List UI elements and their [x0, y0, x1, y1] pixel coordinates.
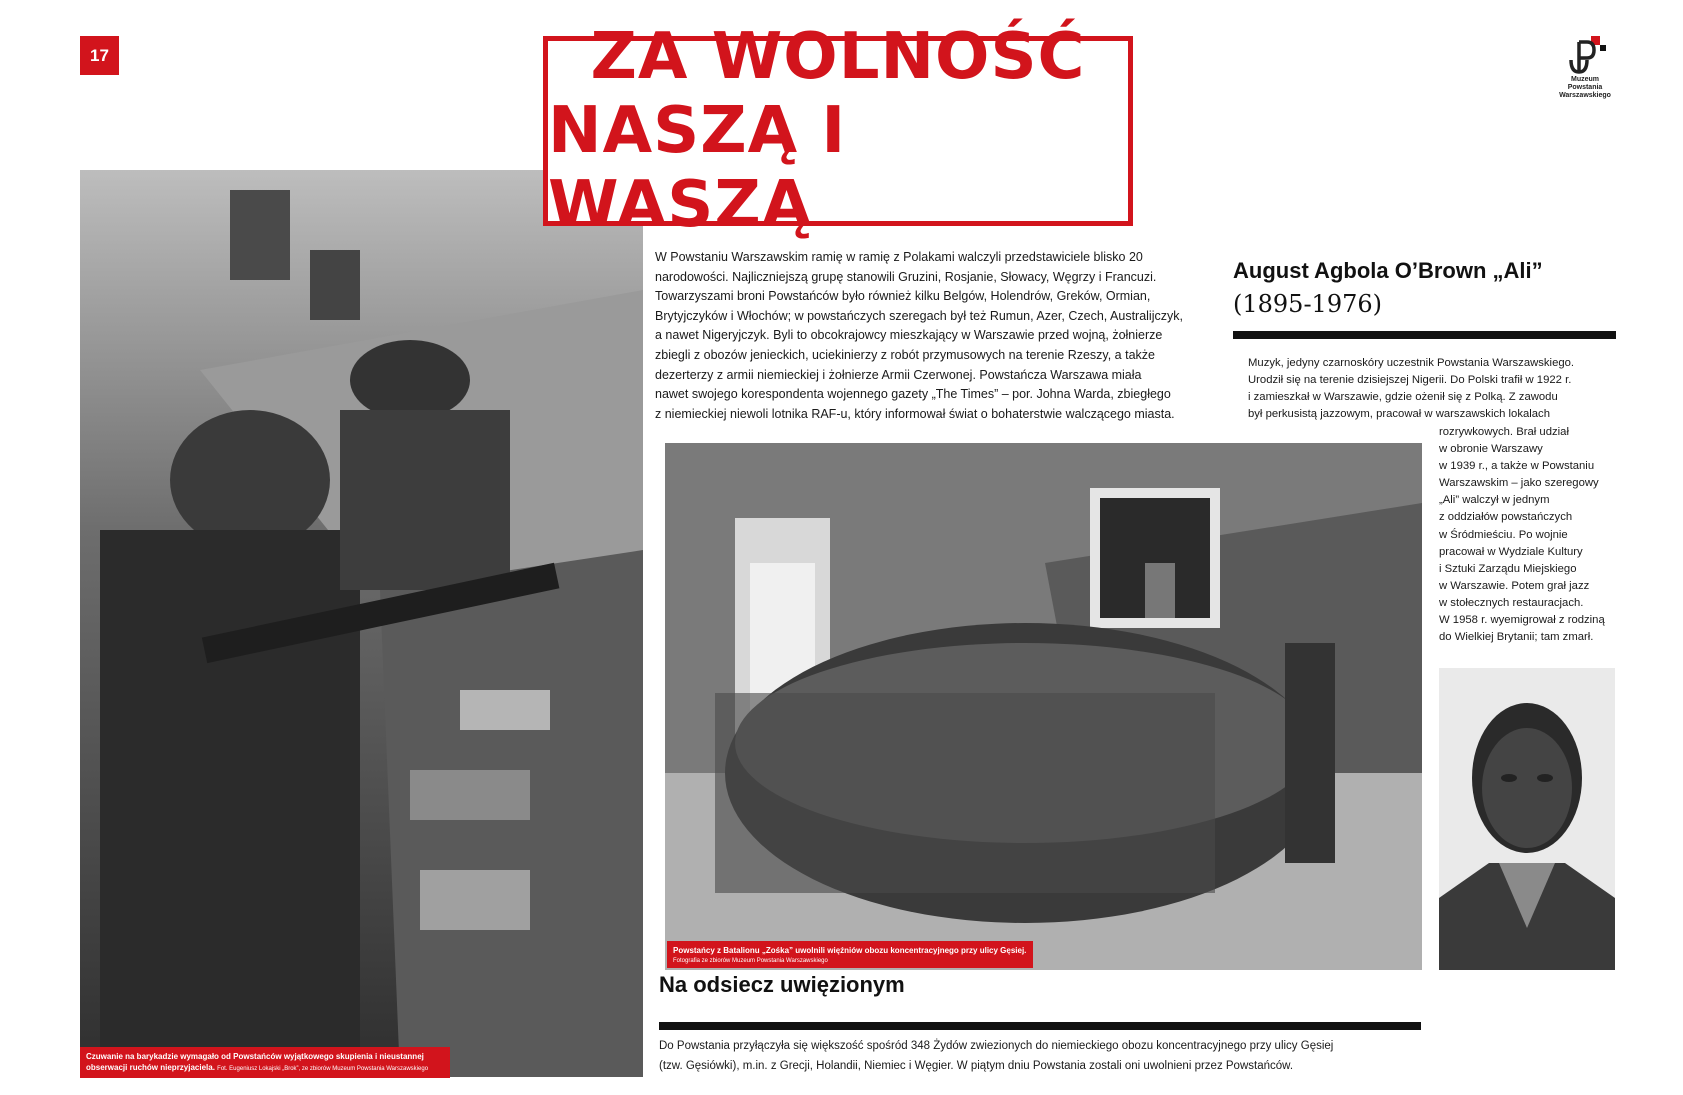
title-line-2: NASZĄ I WASZĄ — [548, 94, 847, 242]
logo-line-3: Warszawskiego — [1559, 92, 1611, 99]
bio-line: w Warszawie. Potem grał jazz — [1439, 579, 1590, 592]
logo-line-2: Powstania — [1567, 84, 1603, 91]
intro-paragraph — [655, 248, 1215, 424]
intro-line: a nawet Nigeryjczyk. Byli to obcokrajowcy mieszkający w Warszawie przed wojną, żołnierze — [655, 328, 1163, 343]
section-paragraph — [659, 1036, 1333, 1076]
intro-line: W Powstaniu Warszawskim ramię w ramię z Polakami walczyli przedstawiciele blisko 20 — [655, 250, 1143, 264]
bio-line: „Ali” walczył w jednym — [1439, 494, 1550, 507]
group-caption-credit: Fotografia ze zbiorów Muzeum Powstania Warszawskiego — [673, 958, 828, 964]
barricade-caption-credit: Fot. Eugeniusz Lokajski „Brok”, ze zbiorów Muzeum Powstania Warszawskiego — [217, 1066, 429, 1072]
bio-line: rozrywkowych. Brał udział — [1439, 426, 1569, 438]
bio-line: i zamieszkał w Warszawie, gdzie ożenił się z Polką. Z zawodu — [1248, 391, 1558, 404]
anchor-kotwica-icon — [1563, 36, 1607, 76]
barricade-caption — [80, 1047, 450, 1078]
bio-line: Warszawskim – jako szeregowy — [1439, 477, 1599, 490]
group-photo — [665, 443, 1422, 970]
bio-line: Muzyk, jedyny czarnoskóry uczestnik Powstania Warszawskiego. — [1248, 357, 1575, 369]
intro-line: nawet swojego korespondenta wojennego gazety „The Times” – por. Johna Warda, zbiegłego — [655, 387, 1171, 402]
bio-line: i Sztuki Zarządu Miejskiego — [1439, 562, 1577, 575]
bio-paragraph-narrow — [1439, 424, 1605, 646]
bio-line: z oddziałów powstańczych — [1439, 511, 1573, 524]
page-title — [543, 20, 1133, 242]
portrait-photo — [1439, 668, 1615, 970]
page-number: 17 — [80, 36, 119, 75]
bio-line: W 1958 r. wyemigrował z rodziną — [1439, 614, 1605, 627]
intro-line: Towarzyszami broni Powstańców było również kilku Belgów, Holendrów, Greków, Ormian, — [655, 289, 1151, 304]
title-line-1: ZA WOLNOŚĆ — [590, 20, 1086, 94]
museum-logo — [1540, 36, 1630, 106]
bio-name: August Agbola O’Brown „Ali” — [1233, 258, 1543, 283]
bio-dates: (1895-1976) — [1233, 290, 1382, 318]
section-title: Na odsiecz uwięzionym — [659, 972, 905, 997]
intro-line: zbiegli z obozów jenieckich, uciekinierzy z robót przymusowych na terenie Rzeszy, a także — [655, 347, 1155, 362]
group-photo-caption — [667, 941, 1033, 968]
bio-line: w 1939 r., a także w Powstaniu — [1439, 460, 1595, 473]
section-line: (tzw. Gęsiówki), m.in. z Grecji, Holandii, Niemiec i Węgier. W piątym dniu Powstania zostali oni uwolnieni przez Powstańców. — [659, 1060, 1294, 1072]
bio-line: był perkusistą jazzowym, pracował w warszawskich lokalach — [1248, 408, 1550, 421]
bio-rule — [1233, 331, 1616, 339]
barricade-photo — [80, 170, 643, 1077]
section-rule — [659, 1022, 1421, 1030]
intro-line: dezerterzy z armii niemieckiej i żołnierze Armii Czerwonej. Powstańcza Warszawa miała — [655, 367, 1142, 382]
bio-line: w stołecznych restauracjach. — [1439, 596, 1584, 609]
bio-line: pracował w Wydziale Kultury — [1439, 545, 1583, 558]
barricade-caption-line-1: Czuwanie na barykadzie wymagało od Powstańców wyjątkowego skupienia i nieustannej — [86, 1052, 424, 1061]
bio-line: do Wielkiej Brytanii; tam zmarł. — [1439, 631, 1594, 644]
bio-paragraph-wide — [1248, 355, 1574, 423]
intro-line: Brytyjczyków i Włochów; w powstańczych szeregach był też Rumun, Azer, Czech, Australijczyk, — [655, 308, 1183, 323]
intro-line: narodowości. Najliczniejszą grupę stanowili Gruzini, Rosjanie, Słowacy, Węgrzy i Francuzi. — [655, 269, 1157, 284]
intro-line: z niemieckiej niewoli lotnika RAF-u, który informował świat o bohaterstwie walczącego miasta. — [655, 406, 1175, 421]
bio-line: Urodził się na terenie dzisiejszej Nigerii. Do Polski trafił w 1922 r. — [1248, 374, 1572, 387]
bio-line: w Śródmieściu. Po wojnie — [1439, 528, 1568, 541]
logo-line-1: Muzeum — [1571, 76, 1599, 83]
section-line: Do Powstania przyłączyła się większość spośród 348 Żydów zwiezionych do niemieckiego obozu koncentracyjnego przy ulicy Gęsiej — [659, 1040, 1334, 1052]
bio-line: w obronie Warszawy — [1439, 443, 1543, 456]
barricade-caption-line-2: obserwacji ruchów nieprzyjaciela. — [86, 1063, 215, 1072]
group-caption-text: Powstańcy z Batalionu „Zośka” uwolnili więźniów obozu koncentracyjnego przy ulicy Gęsiej. — [673, 946, 1027, 955]
